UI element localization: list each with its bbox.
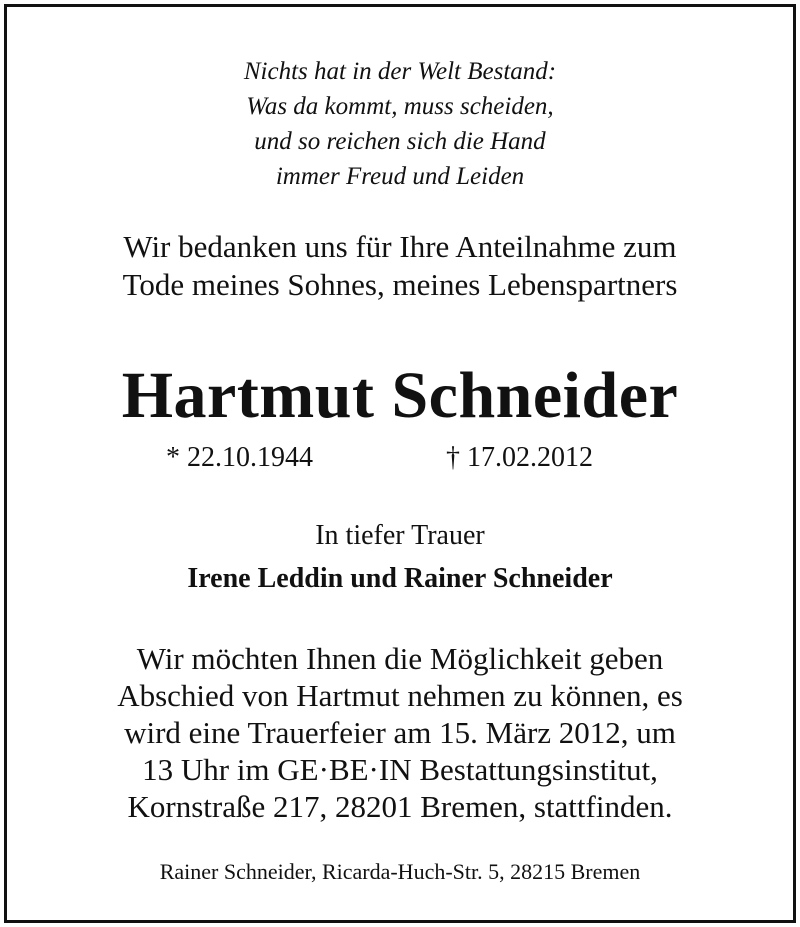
contact-address: Rainer Schneider, Ricarda-Huch-Str. 5, 28215 Bremen <box>159 859 641 884</box>
poem-line: Was da kommt, muss scheiden, <box>246 93 554 120</box>
notice-line: wird eine Trauerfeier am 15. März 2012, um <box>124 715 676 750</box>
mourning-intro: In tiefer Trauer <box>315 520 485 551</box>
poem-line: Nichts hat in der Welt Bestand: <box>243 58 557 85</box>
thanks-text <box>0 228 800 304</box>
poem-line: und so reichen sich die Hand <box>254 128 546 155</box>
death-date: † 17.02.2012 <box>446 442 593 473</box>
notice-line: Abschied von Hartmut nehmen zu können, es <box>117 678 683 713</box>
thanks-line: Wir bedanken uns für Ihre Anteilnahme zum <box>123 229 677 264</box>
deceased-name: Hartmut Schneider <box>121 359 679 432</box>
funeral-notice <box>0 640 800 825</box>
mourners-names: Irene Leddin und Rainer Schneider <box>187 563 613 594</box>
poem-line: immer Freud und Leiden <box>275 163 525 190</box>
birth-date: * 22.10.1944 <box>166 442 313 473</box>
notice-line: Kornstraße 217, 28201 Bremen, stattfinden. <box>127 789 673 824</box>
notice-line: 13 Uhr im GE·BE·IN Bestattungsinstitut, <box>142 752 658 787</box>
thanks-line: Tode meines Sohnes, meines Lebenspartners <box>122 267 678 302</box>
notice-line: Wir möchten Ihnen die Möglichkeit geben <box>136 641 664 676</box>
poem <box>0 54 800 194</box>
